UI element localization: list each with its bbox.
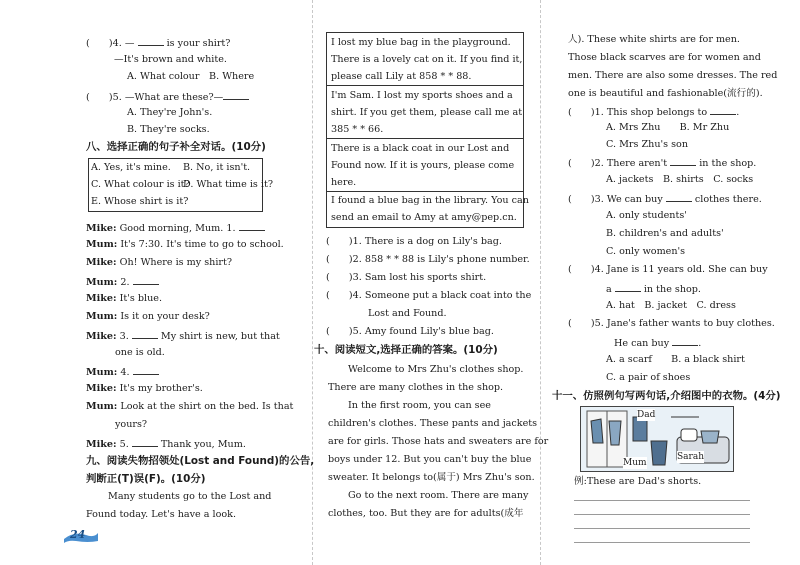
notice-3: There is a black coat in our Lost and Found now. If it is yours, please come here. — [327, 139, 523, 192]
mc-q4-cont: a in the shop. — [606, 284, 701, 295]
answer-blank[interactable] — [132, 329, 158, 339]
section-9-title-line2: 判断正(T)误(F)。(10分) — [86, 473, 206, 485]
answer-blank[interactable] — [672, 336, 698, 346]
tf-question-5: ( )5. Amy found Lily's blue bag. — [326, 326, 494, 337]
notice-1: I lost my blue bag in the playground. There is a lovely cat on it. If you find it, please call Lily at 858 * * 88. — [327, 33, 523, 86]
q4-options: A. What colour B. Where — [127, 71, 255, 82]
page-number-badge: 24 — [64, 528, 98, 542]
mc-q5-options: A. a scarf B. a black shirt — [606, 354, 745, 365]
answer-blank[interactable] — [615, 282, 641, 292]
writing-line-4[interactable] — [574, 542, 750, 543]
notice-4: I found a blue bag in the library. You can send an email to Amy at amy@pep.cn. — [331, 195, 529, 223]
column-left: ( )4. — is your shirt? —It's brown and white. A. What colour B. Where ( )5. —What are these?— A. They're John's. B. They're socks. 八、选择正确的句子补全对话。(10分) A. Yes, it's mine. B. No, it isn't. C. What colour is it? D. What time is it? E. Whose shirt is it? Mike: Good morning, Mum. 1. Mum: It's 7:30. It's time to go to school. Mike: Oh! Where is my shirt? Mum: 2. Mike: It's blue. Mum: Is it on your desk? Mike: 3. My shirt is new, but that one is old. Mum: 4. Mike: It's my brother's. Mum: Look at the shirt on the bed. Is that yours? Mike: 5. Thank you, Mum. 九、阅读失物招领处(Lost and Found)的公告, 判断正(T)误(F)。(10分) Many students go to the Lost and Found today. Let's have a look. 24 — [0, 0, 300, 565]
mc-question-3: ( )3. We can buy clothes there. — [568, 194, 762, 205]
tf-question-4: ( )4. Someone put a black coat into the — [326, 290, 532, 301]
q5-option-a: A. They're John's. — [127, 107, 213, 118]
writing-line-1[interactable] — [574, 500, 750, 501]
mc-q4-options: A. hat B. jacket C. dress — [606, 300, 736, 311]
section-10-title: 十、阅读短文,选择正确的答案。(10分) — [314, 344, 498, 356]
section-9-intro-line2: Found today. Let's have a look. — [86, 509, 237, 520]
answer-blank[interactable] — [710, 105, 736, 115]
mc-question-1: ( )1. This shop belongs to . — [568, 107, 740, 118]
answer-blank[interactable] — [223, 90, 249, 100]
tf-question-1: ( )1. There is a dog on Lily's bag. — [326, 236, 502, 247]
tf-question-3: ( )3. Sam lost his sports shirt. — [326, 272, 487, 283]
label-dad: Dad — [637, 410, 656, 420]
q5-option-b: B. They're socks. — [127, 124, 210, 135]
mc-q5-cont: He can buy . — [614, 338, 702, 349]
question-4: ( )4. — is your shirt? — [86, 38, 231, 49]
answer-blank[interactable] — [666, 192, 692, 202]
section-9-title: 九、阅读失物招领处(Lost and Found)的公告, — [86, 455, 315, 467]
options-box: A. Yes, it's mine. B. No, it isn't. C. What colour is it? D. What time is it? E. Whose shirt is it? — [88, 158, 263, 212]
writing-line-2[interactable] — [574, 514, 750, 515]
answer-blank[interactable] — [239, 221, 265, 231]
notice-board — [326, 32, 529, 228]
tf-question-2: ( )2. 858 * * 88 is Lily's phone number. — [326, 254, 530, 265]
writing-line-3[interactable] — [574, 528, 750, 529]
mc-q2-options: A. jackets B. shirts C. socks — [606, 174, 754, 185]
answer-blank[interactable] — [138, 36, 164, 46]
tf-question-4-cont: Lost and Found. — [368, 308, 447, 319]
section-9-intro: Many students go to the Lost and — [108, 491, 272, 502]
answer-blank[interactable] — [133, 275, 159, 285]
column-right: 人). These white shirts are for men. Those black scarves are for women and men. There are also some dresses. The red one is beautiful and fashionable(流行的). ( )1. This shop belongs to . A. Mrs Zhu B. Mr Zhu C. Mrs Zhu's son ( )2. There aren't in the shop. A. jackets B. shirts C. socks ( )3. We can buy clothes there. A. only students' B. children's and adults' C. only women's ( )4. Jane is 11 years old. She can buy a in the shop. A. hat B. jacket C. dress ( )5. Jane's father wants to buy clothes. He can buy . A. a scarf B. a black shirt C. a pair of shoes 十一、仿照例句写两句话,介绍图中的衣物。(4分) Dad Mum Sarah 例:These are Dad's shorts. — [540, 0, 770, 565]
column-middle: I lost my blue bag in the playground. There is a lovely cat on it. If you find it, please call Lily at 858 * * 88. I'm Sam. I lost my sports shoes and a shirt. If you get them, please call me at 385 * * 66. There is a black coat in our Lost and Found now. If it is yours, please come here. I found a blue bag in the library. You can send an email to Amy at amy@pep.cn. ( )1. There is a dog on Lily's bag. ( )2. 858 * * 88 is Lily's phone number. ( )3. Sam lost his sports shirt. ( )4. Someone put a black coat into the Lost and Found. ( )5. Amy found Lily's blue bag. 十、阅读短文,选择正确的答案。(10分) Welcome to Mrs Zhu's clothes shop. There are many clothes in the shop. In the first room, you can see children's clothes. These pants and jackets are for girls. Those hats and sweaters are for boys under 12. But you can't buy the blue sweater. It belongs to(属于) Mrs Zhu's son. Go to the next room. There are many clothes, too. But they are for adults(成年 — [312, 0, 540, 565]
mc-question-4: ( )4. Jane is 11 years old. She can buy — [568, 264, 768, 275]
notice-2: I'm Sam. I lost my sports shoes and a shirt. If you get them, please call me at 385 * * 66. — [327, 86, 523, 139]
clothes-illustration — [580, 406, 734, 472]
question-5: ( )5. —What are these?— — [86, 90, 249, 104]
section-11-title: 十一、仿照例句写两句话,介绍图中的衣物。(4分) — [552, 390, 781, 402]
mc-question-5: ( )5. Jane's father wants to buy clothes. — [568, 318, 775, 329]
clothes-picture-icon — [581, 407, 733, 471]
answer-blank[interactable] — [132, 437, 158, 447]
example-sentence: 例:These are Dad's shorts. — [574, 476, 702, 487]
q4-reply: —It's brown and white. — [114, 54, 227, 65]
label-sarah: Sarah — [677, 452, 704, 462]
mc-question-2: ( )2. There aren't in the shop. — [568, 158, 757, 169]
answer-blank[interactable] — [133, 365, 159, 375]
answer-blank[interactable] — [670, 156, 696, 166]
mc-q1-options: A. Mrs Zhu B. Mr Zhu — [606, 122, 730, 133]
section-8-title: 八、选择正确的句子补全对话。(10分) — [86, 141, 266, 153]
label-mum: Mum — [623, 458, 647, 468]
